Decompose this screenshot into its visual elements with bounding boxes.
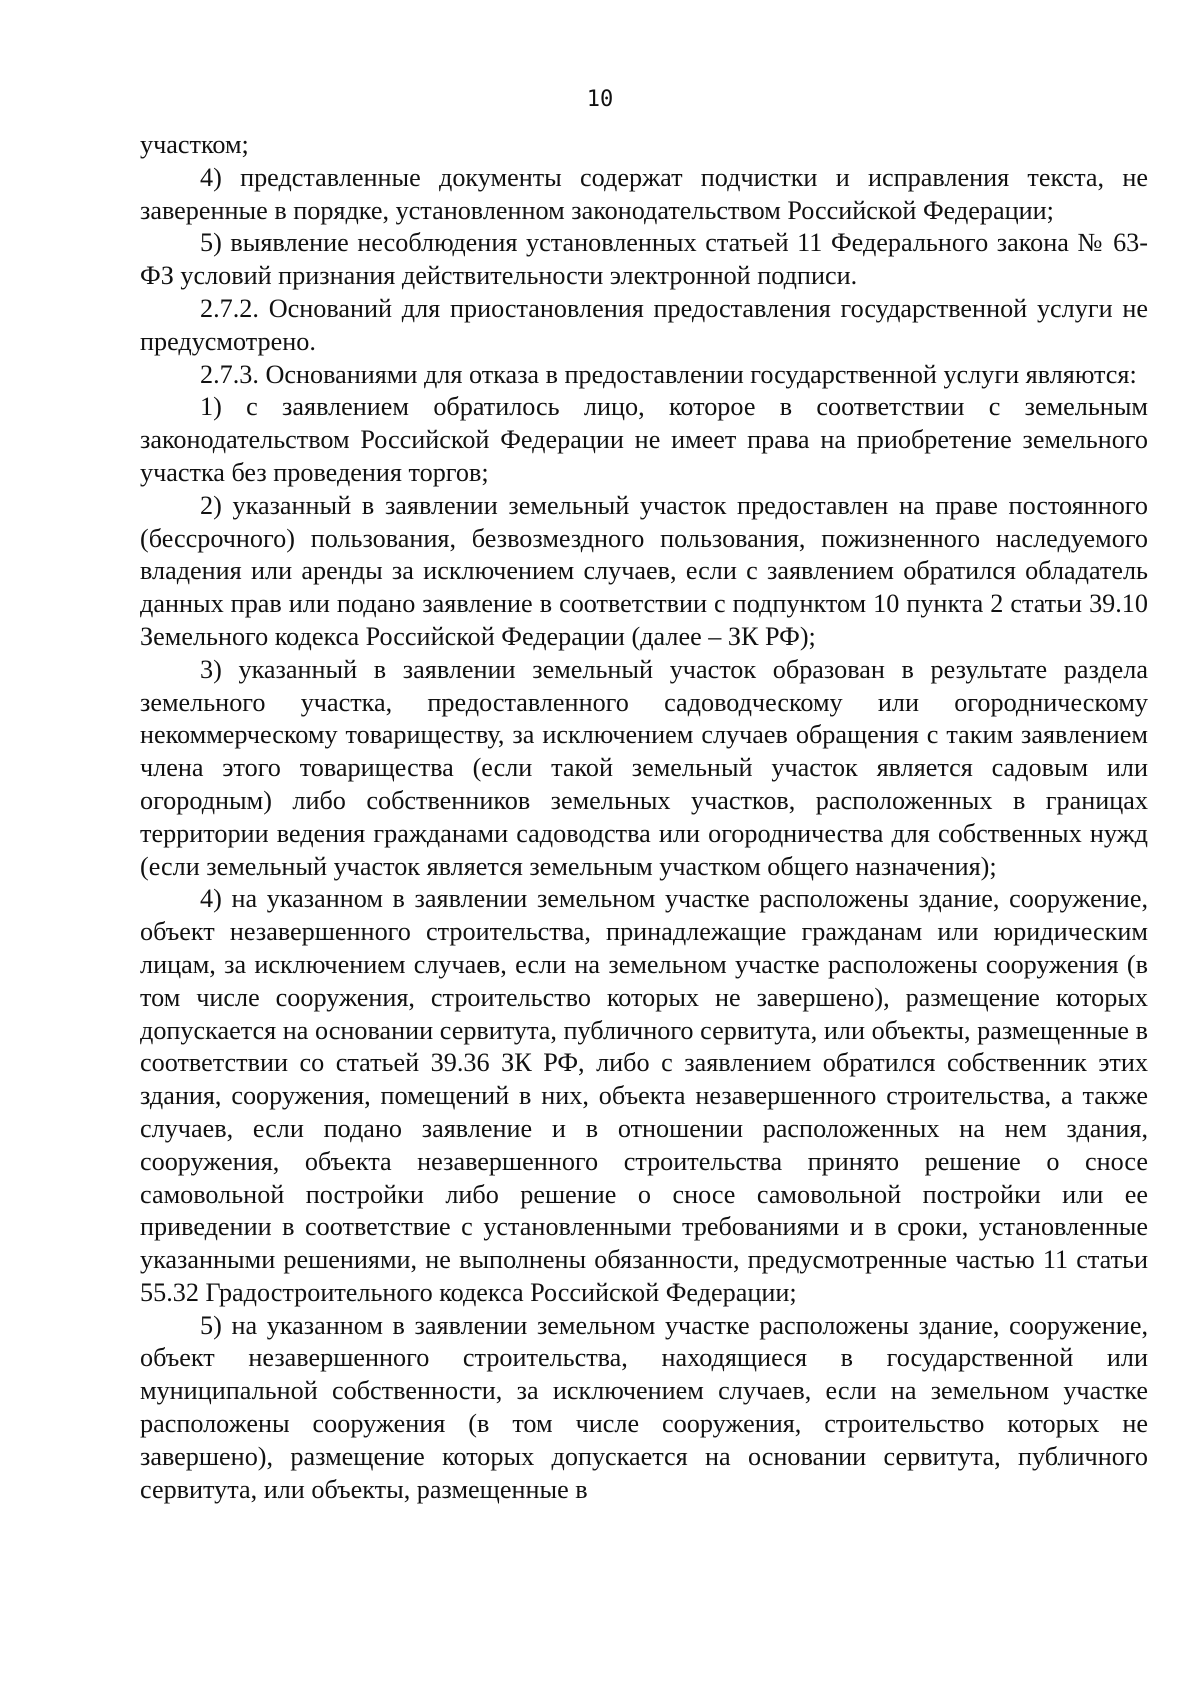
document-body [140, 129, 1148, 1506]
paragraph-refusal-item-3: 3) указанный в заявлении земельный участок образован в результате раздела земельного участка, предоставленного садоводческому или огородническому некоммерческому товариществу, за исключением случаев обращения с таким заявлением члена этого товарищества (если такой земельный участок является садовым или огородным) либо собственников земельных участков, расположенных в границах территории ведения гражданами садоводства или огородничества для собственных нужд (если земельный участок является земельным участком общего назначения); [140, 654, 1148, 881]
paragraph-item-5-signature: 5) выявление несоблюдения установленных статьей 11 Федерального закона № 63-ФЗ условий признания действительности электронной подписи. [140, 228, 1148, 291]
paragraph-refusal-item-1: 1) с заявлением обратилось лицо, которое в соответствии с земельным законодательством Российской Федерации не имеет права на приобретение земельного участка без проведения торгов; [140, 392, 1148, 487]
paragraph-refusal-item-5: 5) на указанном в заявлении земельном участке расположены здание, сооружение, объект незавершенного строительства, находящиеся в государственной или муниципальной собственности, за исключением случаев, если на земельном участке расположены сооружения (в том числе сооружения, строительство которых не завершено), размещение которых допускается на основании сервитута, публичного сервитута, или объекты, размещенные в [140, 1310, 1148, 1504]
paragraph-refusal-item-2: 2) указанный в заявлении земельный участок предоставлен на праве постоянного (бессрочного) пользования, безвозмездного пользования, пожизненного наследуемого владения или аренды за исключением случаев, если с заявлением обратился обладатель данных прав или подано заявление в соответствии с подпунктом 10 пункта 2 статьи 39.10 Земельного кодекса Российской Федерации (далее – ЗК РФ); [140, 490, 1148, 651]
page-number: 10 [586, 87, 614, 112]
paragraph-continuation: участком; [140, 130, 249, 159]
paragraph-refusal-item-4: 4) на указанном в заявлении земельном участке расположены здание, сооружение, объект незавершенного строительства, принадлежащие гражданам или юридическим лицам, за исключением случаев, если на земельном участке расположены сооружения (в том числе сооружения, строительство которых не завершено), размещение которых допускается на основании сервитута, публичного сервитута, или объекты, размещенные в соответствии со статьей 39.36 ЗК РФ, либо с заявлением обратился собственник этих здания, сооружения, помещений в них, объекта незавершенного строительства, а также случаев, если подано заявление и в отношении расположенных на нем здания, сооружения, объекта незавершенного строительства принято решение о сносе самовольной постройки либо решение о сносе самовольной постройки или ее приведении в соответствие с установленными требованиями и в сроки, установленные указанными решениями, не выполнены обязанности, предусмотренные частью 11 статьи 55.32 Градостроительного кодекса Российской Федерации; [140, 884, 1148, 1307]
paragraph-item-4-documents: 4) представленные документы содержат подчистки и исправления текста, не заверенные в порядке, установленном законодательством Российской Федерации; [140, 162, 1148, 225]
paragraph-2-7-3: 2.7.3. Основаниями для отказа в предоставлении государственной услуги являются: [200, 359, 1137, 389]
paragraph-2-7-2: 2.7.2. Оснований для приостановления предоставления государственной услуги не предусмотрено. [140, 293, 1148, 356]
